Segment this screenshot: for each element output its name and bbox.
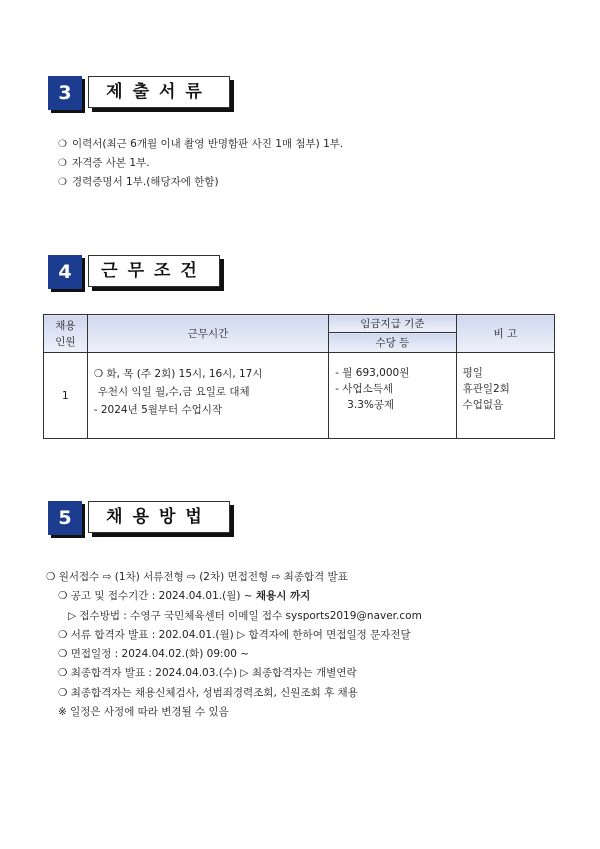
header-count: 채용 인원 bbox=[44, 315, 88, 353]
work-conditions-table bbox=[43, 314, 555, 439]
note-cell: 평일 휴관일2회 수업없음 bbox=[456, 353, 554, 439]
section-title: 근무조건 bbox=[88, 255, 220, 287]
process-flow: ❍ 원서접수 ⇨ (1차) 서류전형 ⇨ (2차) 면접전형 ⇨ 최종합격 발표 bbox=[46, 571, 348, 583]
section-number: 3 bbox=[48, 76, 82, 110]
list-item: ❍ 경력증명서 1부.(해당자에 한함) bbox=[58, 173, 343, 192]
section-number: 5 bbox=[48, 501, 82, 535]
final-result: ❍ 최종합격자 발표 : 2024.04.03.(수) ▷ 최종합격자는 개별연락 bbox=[58, 667, 357, 680]
count-cell: 1 bbox=[44, 353, 88, 439]
document-result: ❍ 서류 합격자 발표 : 202.04.01.(월) ▷ 합격자에 한하여 면접일정 문자전달 bbox=[58, 628, 411, 641]
interview-schedule: ❍ 면접일정 : 2024.04.02.(화) 09:00 ~ bbox=[58, 648, 250, 661]
schedule-note: ※ 일정은 사정에 따라 변경될 수 있음 bbox=[58, 706, 229, 719]
circle-bullet-icon: ❍ bbox=[58, 177, 67, 188]
hiring-process-list bbox=[46, 568, 422, 722]
header-note: 비 고 bbox=[456, 315, 554, 353]
circle-bullet-icon: ❍ bbox=[58, 158, 67, 169]
header-pay: 임금지급 기준 bbox=[329, 315, 456, 333]
work-time-cell: ❍ 화, 목 (주 2회) 15시, 16시, 17시 우천시 익일 월,수,금 요일로 대체 - 2024년 5월부터 수업시작 bbox=[87, 353, 328, 439]
circle-bullet-icon: ❍ bbox=[58, 139, 67, 150]
list-item: ❍ 자격증 사본 1부. bbox=[58, 154, 343, 173]
section-title: 제출서류 bbox=[88, 76, 230, 108]
application-method: ▷ 접수방법 : 수영구 국민체육센터 이메일 접수 sysports2019@naver.com bbox=[68, 609, 422, 622]
header-work-time: 근무시간 bbox=[87, 315, 328, 353]
list-item: ❍ 이력서(최근 6개월 이내 촬영 반명함판 사진 1매 첨부) 1부. bbox=[58, 135, 343, 154]
section-number: 4 bbox=[48, 255, 82, 289]
final-check: ❍ 최종합격자는 채용신체검사, 성범죄경력조회, 신원조회 후 채용 bbox=[58, 686, 358, 699]
documents-list bbox=[58, 135, 343, 192]
header-allowance: 수당 등 bbox=[329, 333, 456, 353]
application-period: ❍ 공고 및 접수기간 : 2024.04.01.(월) ~ 채용시 까지 bbox=[58, 590, 311, 603]
section-title: 채용방법 bbox=[88, 501, 230, 533]
pay-cell: - 월 693,000원 - 사업소득세 3.3%공제 bbox=[329, 353, 456, 439]
